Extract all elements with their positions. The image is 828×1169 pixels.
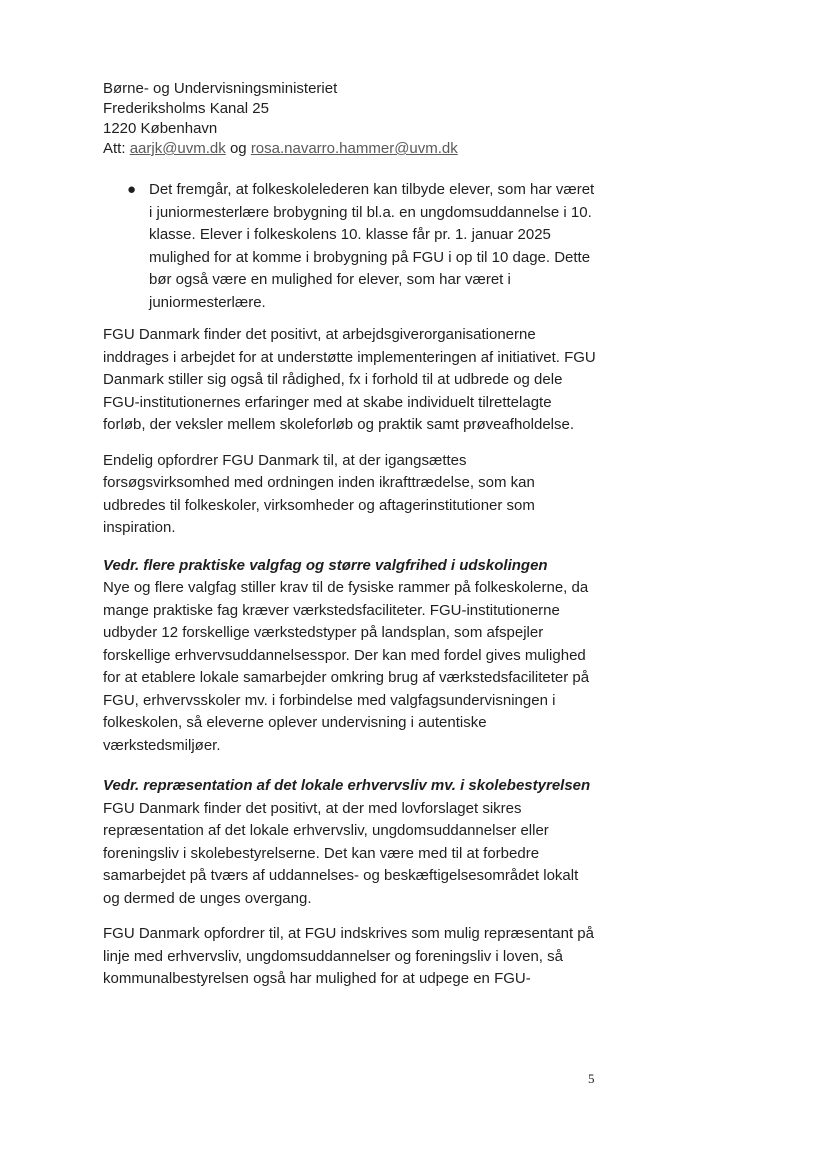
address-line-street: Frederiksholms Kanal 25	[103, 100, 269, 117]
bullet-dot-icon: ●	[127, 181, 137, 198]
recipient-address	[103, 79, 723, 159]
paragraph-fgu-repraesentant: FGU Danmark opfordrer til, at FGU indskrives som mulig repræsentant på linje med erhvervsliv, ungdomsuddannelser og foreningsliv i loven, så kommunalbestyrelsen også har mulighed for at udpege en FGU-	[103, 925, 594, 987]
letter-body	[103, 179, 597, 1004]
paragraph-forsoeg: Endelig opfordrer FGU Danmark til, at der igangsættes forsøgsvirksomhed med ordningen inden ikrafttrædelse, som kan udbredes til folkeskoler, virksomheder og aftagerinstitutioner som inspiration.	[103, 451, 535, 536]
bullet-text: Det fremgår, at folkeskolelederen kan tilbyde elever, som har været i juniormesterlære brobygning til bl.a. en ungdomsuddannelse i 10. klasse. Elever i folkeskolens 10. klasse får pr. 1. januar 2025 mulighed for at komme i brobygning på FGU i op til 10 dage. Dette bør også være en mulighed for elever, som har været i juniormesterlære.	[149, 181, 595, 311]
page-number: 5	[588, 1071, 595, 1086]
address-line-ministry: Børne- og Undervisningsministeriet	[103, 80, 338, 97]
paragraph-arbejdsgiver: FGU Danmark finder det positivt, at arbejdsgiverorganisationerne inddrages i arbejdet for at understøtte implementeringen af initiativet. FGU Danmark stiller sig også til rådighed, fx i forhold til at udbrede og dele FGU-institutionernes erfaringer med at skabe individuelt tilrettelagte forløb, der veksler mellem skoleforløb og praktik samt prøveafholdelse.	[103, 326, 596, 433]
bullet-list	[103, 179, 597, 314]
email-link-rosa[interactable]: rosa.navarro.hammer@uvm.dk	[250, 140, 458, 157]
att-connector: og	[225, 140, 251, 157]
section-skolebestyrelse	[103, 775, 597, 910]
section-body-valgfag: Nye og flere valgfag stiller krav til de fysiske rammer på folkeskolerne, da mange praktiske fag kræver værkstedsfaciliteter. FGU-institutionerne udbyder 12 forskellige værkstedstyper på landsplan, som afspejler forskellige erhvervsuddannelsesspor. Der kan med fordel gives mulighed for at etablere lokale samarbejder omkring brug af værkstedsfaciliteter på FGU, erhvervsskoler mv. i forbindelse med valgfagsundervisningen i folkeskolen, så eleverne oplever undervisning i autentiske værkstedsmiljøer.	[103, 579, 590, 754]
section-heading-skolebestyrelse: Vedr. repræsentation af det lokale erhvervsliv mv. i skolebestyrelsen	[103, 777, 591, 794]
att-label: Att:	[103, 140, 130, 157]
section-body-skolebestyrelse: FGU Danmark finder det positivt, at der med lovforslaget sikres repræsentation af det lokale erhvervsliv, ungdomsuddannelser eller foreningsliv i skolebestyrelserne. Det kan være med til at forbedre samarbejdet på tværs af uddannelses- og beskæftigelsesområdet lokalt og dermed de unges overgang.	[103, 799, 579, 907]
bullet-item	[103, 179, 597, 314]
address-line-city: 1220 København	[103, 120, 218, 137]
section-valgfag	[103, 555, 597, 758]
address-line-attention	[103, 139, 723, 159]
section-heading-valgfag: Vedr. flere praktiske valgfag og større valgfrihed i udskolingen	[103, 556, 548, 574]
email-link-aarjk[interactable]: aarjk@uvm.dk	[129, 140, 226, 157]
